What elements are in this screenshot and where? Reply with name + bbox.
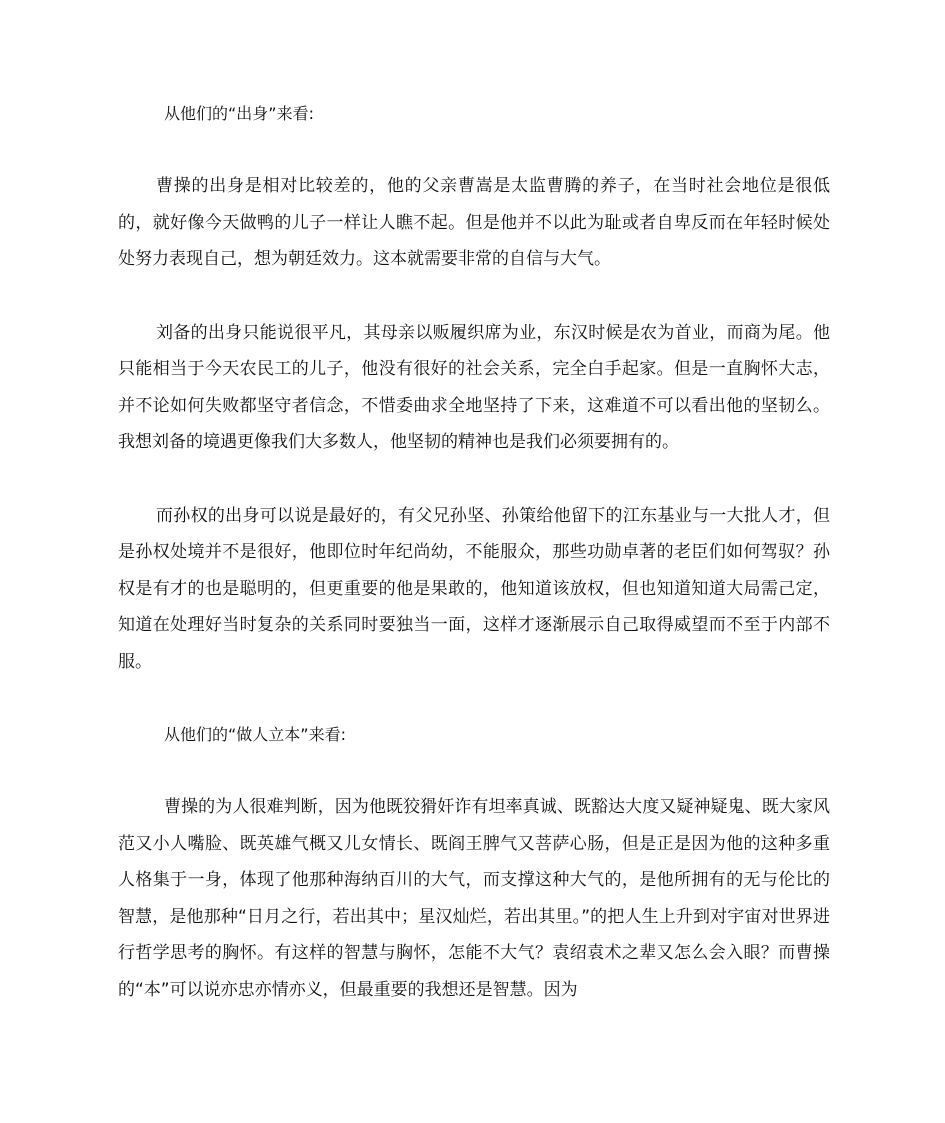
section-heading-origin: 从他们的“出身”来看: bbox=[164, 104, 314, 123]
paragraph-liu-bei-origin: 刘备的出身只能说很平凡，其母亲以贩履织席为业，东汉时候是农为首业，而商为尾。他只能相当于今天农民工的儿子，他没有很好的社会关系，完全白手起家。但是一直胸怀大志，并不论如何失败都坚守者信念，不惜委曲求全地坚持了下来，这难道不可以看出他的坚韧么。我想刘备的境遇更像我们大多数人，他坚韧的精神也是我们必须要拥有的。 bbox=[118, 322, 830, 452]
section-heading-conduct: 从他们的“做人立本”来看: bbox=[164, 725, 346, 744]
paragraph-cao-cao-conduct: 曹操的为人很难判断，因为他既狡猾奸诈有坦率真诚、既豁达大度又疑神疑鬼、既大家风范又小人嘴脸、既英雄气概又儿女情长、既阎王脾气又菩萨心肠，但是正是因为他的这种多重人格集于一身，体现了他那种海纳百川的大气，而支撑这种大气的，是他所拥有的无与伦比的智慧，是他那种“日月之行，若出其中；星汉灿烂，若出其里。”的把人生上升到对宇宙对世界进行哲学思考的胸怀。有这样的智慧与胸怀，怎能不大气？袁绍袁术之辈又怎么会入眼？而曹操的“本”可以说亦忠亦情亦义，但最重要的我想还是智慧。因为 bbox=[118, 797, 830, 1000]
document-page bbox=[118, 96, 830, 1008]
paragraph-cao-cao-origin: 曹操的出身是相对比较差的，他的父亲曹嵩是太监曹腾的养子，在当时社会地位是很低的，就好像今天做鸭的儿子一样让人瞧不起。但是他并不以此为耻或者自卑反而在年轻时候处处努力表现自己，想为朝廷效力。这本就需要非常的自信与大气。 bbox=[118, 176, 830, 269]
paragraph-sun-quan-origin: 而孙权的出身可以说是最好的，有父兄孙坚、孙策给他留下的江东基业与一大批人才，但是孙权处境并不是很好，他即位时年纪尚幼，不能服众，那些功勋卓著的老臣们如何驾驭？孙权是有才的也是聪明的，但更重要的他是果敢的，他知道该放权，但也知道知道大局需己定，知道在处理好当时复杂的关系同时要独当一面，这样才逐渐展示自己取得威望而不至于内部不服。 bbox=[118, 505, 830, 672]
